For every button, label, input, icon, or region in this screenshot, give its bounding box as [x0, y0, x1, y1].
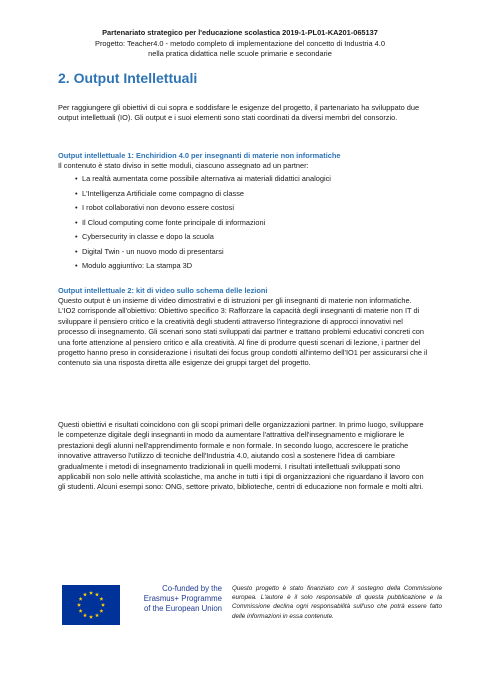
output2-paragraph-1: Questo output è un insieme di video dimostrativi e di istruzioni per gli insegnanti di materie non informatiche. L'IO2 corrisponde all'obiettivo: Obiettivo specifico 3: Rafforzare la capacità degli insegnanti di materie non IT di sviluppare il pensiero critico e la creatività degli studenti attraverso l'integrazione di approcci innovativi nel processo di insegnamento. Gli scenari sono stati sviluppati dai partner e trattano problemi educativi concreti con una forte attenzione al pensiero critico e alla creatività. Al fine di produrre questi scenari di lezione, i partner del progetto hanno preso in considerazione i risultati dei focus group condotti all'interno dell'IO1 per assicurarsi che il contenuto sia una risposta diretta alle esigenze dei gruppi target del progetto.: [58, 296, 428, 368]
list-item: • Cybersecurity in classe e dopo la scuola: [58, 232, 430, 242]
module-list: [58, 174, 430, 276]
list-item: • L'Intelligenza Artificiale come compagno di classe: [58, 189, 430, 199]
disclaimer-text: Questo progetto è stato finanziato con il sostegno della Commissione europea. L'autore è il solo responsabile di questa pubblicazione e la Commissione declina ogni responsabilità sull'uso che potrà essere fatto delle informazioni in essa contenute.: [232, 585, 442, 620]
output2-heading: Output intellettuale 2: kit di video sullo schema delle lezioni: [58, 286, 268, 295]
section-title: 2. Output Intellettuali: [58, 70, 198, 86]
list-item: • Digital Twin - un nuovo modo di presentarsi: [58, 247, 430, 257]
output1-lead: Il contenuto è stato diviso in sette moduli, ciascuno assegnato ad un partner:: [58, 161, 309, 170]
cofunded-label: [122, 584, 222, 614]
cofunded-line-1: Co-funded by the: [162, 584, 222, 593]
header-project-subtitle: nella pratica didattica nelle scuole primarie e secondarie: [148, 49, 332, 58]
document-header: [30, 28, 450, 60]
header-project-id: Partenariato strategico per l'educazione scolastica 2019-1-PL01-KA201-065137: [102, 28, 378, 37]
list-item: • La realtà aumentata come possibile alternativa ai materiali didattici analogici: [58, 174, 430, 184]
list-item: • I robot collaborativi non devono essere costosi: [58, 203, 430, 213]
output2-paragraph-2: Questi obiettivi e risultati coincidono con gli scopi primari delle organizzazioni partner. In primo luogo, sviluppare le competenze digitale degli insegnanti in modo da aumentare l'attrattiva dell'insegnamento e migliorare le prestazioni degli alunni nell'apprendimento formale e non formale. In secondo luogo, accrescere le pratiche innovative attraverso l'utilizzo di tecniche dell'Industria 4.0, aiutando così a sostenere l'idea di cambiare gradualmente i metodi di insegnamento tradizionali in quelli moderni. I risultati intellettuali sviluppati sono applicabili non solo nelle attività scolastiche, ma anche in tutti i tipi di organizzazioni che riguardano il lavoro con gli studenti. Alcuni esempi sono: ONG, settore privato, biblioteche, centri di educazione non formale e molti altri.: [58, 420, 424, 492]
list-item: • Il Cloud computing come fonte principale di informazioni: [58, 218, 430, 228]
list-item: • Modulo aggiuntivo: La stampa 3D: [58, 261, 430, 271]
cofunded-line-3: of the European Union: [143, 604, 222, 613]
eu-flag-icon: [62, 585, 120, 625]
header-project-title: Progetto: Teacher4.0 - metodo completo di implementazione del concetto di Industria 4.0: [95, 38, 385, 48]
cofunded-line-2: Erasmus+ Programme: [143, 594, 222, 603]
intro-paragraph: Per raggiungere gli obiettivi di cui sopra e soddisfare le esigenze del progetto, il partenariato ha sviluppato due output intellettuali (IO). Gli output e i suoi elementi sono stati coordinati da diversi membri del consorzio.: [58, 103, 420, 123]
funding-footer: [62, 582, 442, 632]
output1-heading: Output intellettuale 1: Enchiridion 4.0 per insegnanti di materie non informatiche: [58, 151, 341, 160]
